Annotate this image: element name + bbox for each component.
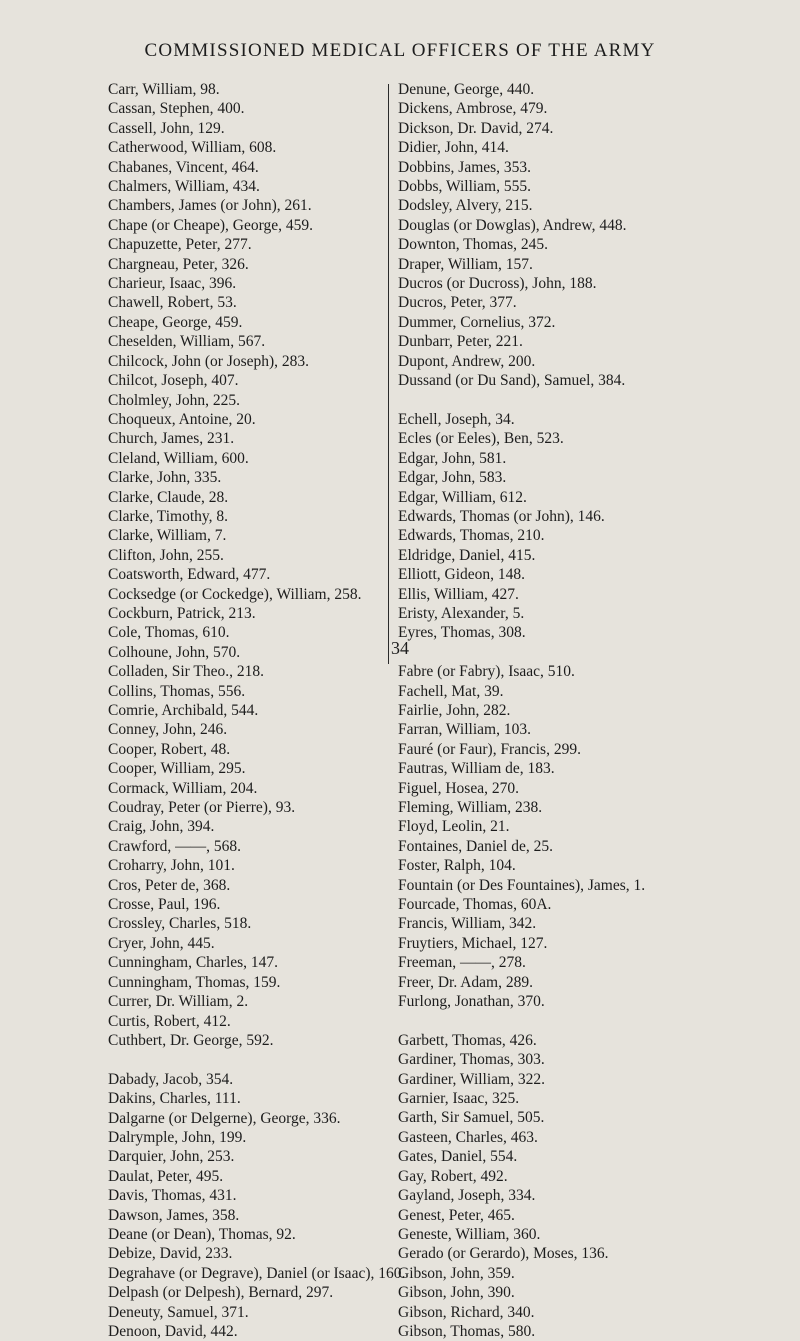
section-gap xyxy=(108,1050,388,1069)
index-entry: Dobbs, William, 555. xyxy=(398,178,531,196)
index-entry: Dussand (or Du Sand), Samuel, 384. xyxy=(398,372,626,390)
index-entry: Davis, Thomas, 431. xyxy=(108,1187,237,1205)
left-column xyxy=(108,80,406,1341)
index-entry: Fachell, Mat, 39. xyxy=(398,682,504,700)
index-entry: Edwards, Thomas (or John), 146. xyxy=(398,507,605,525)
index-entry: Denoon, David, 442. xyxy=(108,1322,238,1340)
index-entry: Edwards, Thomas, 210. xyxy=(398,527,545,545)
index-entry: Geneste, William, 360. xyxy=(398,1225,541,1243)
index-entry: Fontaines, Daniel de, 25. xyxy=(398,837,553,855)
index-entry: Delpash (or Delpesh), Bernard, 297. xyxy=(108,1284,334,1302)
index-entry: Freer, Dr. Adam, 289. xyxy=(398,973,533,991)
index-entry: Garnier, Isaac, 325. xyxy=(398,1090,520,1108)
index-entry: Douglas (or Dowglas), Andrew, 448. xyxy=(398,216,627,234)
index-entry: Chawell, Robert, 53. xyxy=(108,294,237,312)
index-entry: Chalmers, William, 434. xyxy=(108,178,260,196)
index-entry: Cassell, John, 129. xyxy=(108,119,225,137)
index-entry: Ecles (or Eeles), Ben, 523. xyxy=(398,430,564,448)
index-entry: Francis, William, 342. xyxy=(398,915,537,933)
index-entry: Fourcade, Thomas, 60A. xyxy=(398,896,552,914)
index-entry: Didier, John, 414. xyxy=(398,139,509,157)
index-entry: Denune, George, 440. xyxy=(398,81,535,98)
index-entry: Fleming, William, 238. xyxy=(398,799,543,816)
index-entry: Cassan, Stephen, 400. xyxy=(108,100,245,118)
index-entry: Gates, Daniel, 554. xyxy=(398,1148,518,1166)
index-entry: Cole, Thomas, 610. xyxy=(108,624,230,642)
index-entry: Craig, John, 394. xyxy=(108,818,215,836)
index-entry: Dakins, Charles, 111. xyxy=(108,1090,241,1108)
index-entry: Clifton, John, 255. xyxy=(108,546,224,564)
index-entry: Fruytiers, Michael, 127. xyxy=(398,934,548,952)
index-entry: Colhoune, John, 570. xyxy=(108,643,241,661)
index-entry: Cockburn, Patrick, 213. xyxy=(108,604,256,622)
index-entry: Colladen, Sir Theo., 218. xyxy=(108,663,264,681)
index-entry: Eristy, Alexander, 5. xyxy=(398,604,525,622)
index-entry: Clarke, Timothy, 8. xyxy=(108,507,228,525)
index-entry: Chapuzette, Peter, 277. xyxy=(108,236,252,254)
index-entry: Gibson, Richard, 340. xyxy=(398,1303,535,1321)
section-gap xyxy=(398,1011,698,1030)
index-entry: Genest, Peter, 465. xyxy=(398,1206,515,1224)
index-entry: Gasteen, Charles, 463. xyxy=(398,1128,538,1146)
index-entry: Cholmley, John, 225. xyxy=(108,391,241,409)
index-entry: Currer, Dr. William, 2. xyxy=(108,993,249,1011)
index-entry: Cuthbert, Dr. George, 592. xyxy=(108,1031,274,1049)
index-entry: Foster, Ralph, 104. xyxy=(398,857,516,875)
index-entry: Degrahave (or Degrave), Daniel (or Isaac), 160. xyxy=(108,1264,406,1282)
index-entry: Figuel, Hosea, 270. xyxy=(398,779,519,797)
index-entry: Ducros, Peter, 377. xyxy=(398,294,517,312)
index-entry: Draper, William, 157. xyxy=(398,255,533,273)
index-entry: Fauré (or Faur), Francis, 299. xyxy=(398,740,581,758)
index-entry: Chilcock, John (or Joseph), 283. xyxy=(108,352,310,370)
index-entry: Chilcot, Joseph, 407. xyxy=(108,372,239,390)
index-entry: Curtis, Robert, 412. xyxy=(108,1012,231,1030)
index-entry: Eyres, Thomas, 308. xyxy=(398,624,526,642)
index-entry: Cros, Peter de, 368. xyxy=(108,876,231,894)
index-entry: Edgar, John, 583. xyxy=(398,469,507,487)
index-entry: Chargneau, Peter, 326. xyxy=(108,255,249,273)
index-entry: Croharry, John, 101. xyxy=(108,857,235,875)
index-entry: Gay, Robert, 492. xyxy=(398,1167,508,1185)
index-entry: Debize, David, 233. xyxy=(108,1245,233,1263)
index-entry: Garth, Sir Samuel, 505. xyxy=(398,1109,545,1127)
index-entry: Clarke, Claude, 28. xyxy=(108,488,229,506)
index-entry: Cooper, William, 295. xyxy=(108,760,246,778)
index-entry: Catherwood, William, 608. xyxy=(108,139,277,157)
index-entry: Coudray, Peter (or Pierre), 93. xyxy=(108,799,296,817)
index-entry: Gibson, Thomas, 580. xyxy=(398,1322,536,1340)
index-entry: Dickson, Dr. David, 274. xyxy=(398,119,554,137)
index-entry: Dodsley, Alvery, 215. xyxy=(398,197,533,215)
index-entry: Crossley, Charles, 518. xyxy=(108,915,252,933)
index-entry: Gerado (or Gerardo), Moses, 136. xyxy=(398,1245,609,1263)
index-entry: Echell, Joseph, 34. xyxy=(398,410,515,428)
index-entry: Elliott, Gideon, 148. xyxy=(398,566,526,584)
index-entry: Gayland, Joseph, 334. xyxy=(398,1187,536,1205)
index-entry: Eldridge, Daniel, 415. xyxy=(398,546,536,564)
index-entry: Ducros (or Ducross), John, 188. xyxy=(398,275,597,293)
index-entry: Dalrymple, John, 199. xyxy=(108,1128,247,1146)
index-entry: Gibson, John, 390. xyxy=(398,1284,515,1302)
index-entry: Collins, Thomas, 556. xyxy=(108,682,246,700)
index-entry: Furlong, Jonathan, 370. xyxy=(398,993,545,1011)
index-entry: Chabanes, Vincent, 464. xyxy=(108,158,259,176)
index-entry: Chape (or Cheape), George, 459. xyxy=(108,216,314,234)
index-entry: Floyd, Leolin, 21. xyxy=(398,818,510,836)
index-entry: Dunbarr, Peter, 221. xyxy=(398,333,523,351)
index-entry: Choqueux, Antoine, 20. xyxy=(108,410,256,428)
index-entry: Gardiner, Thomas, 303. xyxy=(398,1051,545,1069)
index-entry: Dawson, James, 358. xyxy=(108,1206,240,1224)
index-entry: Cunningham, Thomas, 159. xyxy=(108,973,281,991)
index-entry: Cleland, William, 600. xyxy=(108,449,249,467)
page-number: 34 xyxy=(391,638,409,658)
index-entry: Cryer, John, 445. xyxy=(108,934,215,952)
index-entry: Fabre (or Fabry), Isaac, 510. xyxy=(398,663,575,681)
index-entry: Dalgarne (or Delgerne), George, 336. xyxy=(108,1109,341,1127)
index-entry: Cheape, George, 459. xyxy=(108,313,243,331)
right-column xyxy=(398,80,698,1341)
index-entry: Edgar, William, 612. xyxy=(398,488,527,506)
index-entry: Gardiner, William, 322. xyxy=(398,1070,545,1088)
index-entry: Deneuty, Samuel, 371. xyxy=(108,1303,249,1321)
index-entry: Church, James, 231. xyxy=(108,430,235,448)
index-entry: Downton, Thomas, 245. xyxy=(398,236,548,254)
index-entry: Dummer, Cornelius, 372. xyxy=(398,313,556,331)
index-entry: Dabady, Jacob, 354. xyxy=(108,1070,234,1088)
index-entry: Ellis, William, 427. xyxy=(398,585,519,603)
index-entry: Crosse, Paul, 196. xyxy=(108,896,221,914)
index-entry: Clarke, William, 7. xyxy=(108,527,227,545)
index-entry: Carr, William, 98. xyxy=(108,81,220,98)
index-entry: Crawford, ——, 568. xyxy=(108,837,242,855)
index-entry: Dupont, Andrew, 200. xyxy=(398,352,536,370)
page-header: COMMISSIONED MEDICAL OFFICERS OF THE ARMY xyxy=(144,40,656,61)
column-divider xyxy=(388,84,389,664)
index-entry: Fountain (or Des Fountaines), James, 1. xyxy=(398,876,646,894)
index-entry: Freeman, ——, 278. xyxy=(398,954,526,972)
index-entry: Clarke, John, 335. xyxy=(108,469,222,487)
index-entry: Conney, John, 246. xyxy=(108,721,228,739)
index-entry: Edgar, John, 581. xyxy=(398,449,507,467)
index-entry: Gibson, John, 359. xyxy=(398,1264,515,1282)
index-entry: Coatsworth, Edward, 477. xyxy=(108,566,271,584)
index-entry: Dobbins, James, 353. xyxy=(398,158,532,176)
index-entry: Fautras, William de, 183. xyxy=(398,760,555,778)
index-entry: Daulat, Peter, 495. xyxy=(108,1167,224,1185)
index-entry: Cormack, William, 204. xyxy=(108,779,258,797)
index-entry: Dickens, Ambrose, 479. xyxy=(398,100,548,118)
index-entry: Deane (or Dean), Thomas, 92. xyxy=(108,1225,296,1243)
section-gap xyxy=(398,391,698,410)
index-entry: Cocksedge (or Cockedge), William, 258. xyxy=(108,585,362,603)
index-entry: Garbett, Thomas, 426. xyxy=(398,1031,537,1049)
index-entry: Charieur, Isaac, 396. xyxy=(108,275,237,293)
index-entry: Fairlie, John, 282. xyxy=(398,701,511,719)
index-entry: Comrie, Archibald, 544. xyxy=(108,702,259,719)
index-entry: Cooper, Robert, 48. xyxy=(108,740,231,758)
index-entry: Darquier, John, 253. xyxy=(108,1148,235,1166)
index-entry: Cunningham, Charles, 147. xyxy=(108,954,279,972)
index-entry: Chambers, James (or John), 261. xyxy=(108,197,312,215)
index-entry: Farran, William, 103. xyxy=(398,721,531,739)
index-entry: Cheselden, William, 567. xyxy=(108,333,266,351)
